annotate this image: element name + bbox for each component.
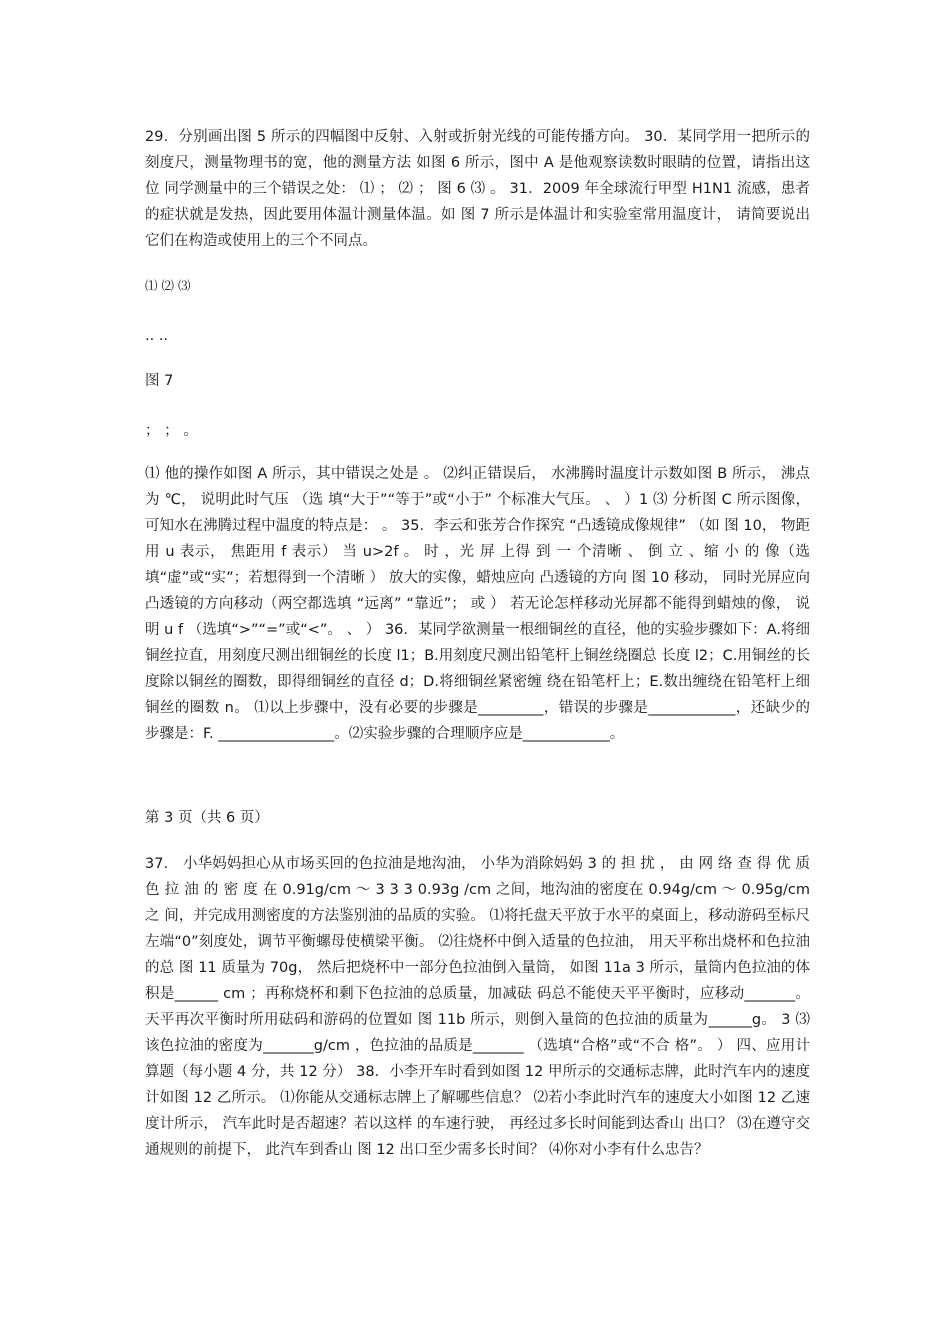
paragraph-q34-36: ⑴ 他的操作如图 A 所示，其中错误之处是 。 ⑵纠正错误后， 水沸腾时温度计示数如图 B 所示， 沸点为 ℃， 说明此时气压 （选 填“大于”“等于”或“小于” 个标准大气压。 、 ）1 ⑶ 分析图 C 所示图像，可知水在沸腾过程中温度的特点是： 。 35．李云和张芳合作探究 “凸透镜成像规律” （如 图 10， 物距用 u 表示， 焦距用 f 表示） 当 u>2f 。 时 ，光 屏 上得 到 一 个清晰 、 倒 立 、缩 小 的 像（选填“虚”或“实”；若想得到一个清晰 ） 放大的实像，蜡烛应向 凸透镜的方向 图 10 移动， 同时光屏应向 凸透镜的方向移动（两空都选填 “远离” “靠近”； 或 ） 若无论怎样移动光屏都不能得到蜡烛的像， 说明 u f （选填“>”“=”或“<”。 、 ） 36．某同学欲测量一根细铜丝的直径，他的实验步骤如下：A.将细铜丝拉直，用刻度尺测出细铜丝的长度 l1；B.用刻度尺测出铅笔杆上铜丝绕圈总 长度 l2；C.用铜丝的长度除以铜丝的圈数，即得细铜丝的直径 d；D.将细铜丝紧密缠 绕在铅笔杆上；E.数出缠绕在铅笔杆上细铜丝的圈数 n。 ⑴以上步骤中，没有必要的步骤是_________，错误的步骤是____________，还缺少的 步骤是：F. ________________。⑵实验步骤的合理顺序应是____________。: [145, 466, 810, 742]
page-number: 第 3 页（共 6 页）: [145, 810, 269, 826]
paragraph-dots: .. ..: [145, 328, 169, 344]
paragraph-q37-38: 37． 小华妈妈担心从市场买回的色拉油是地沟油， 小华为消除妈妈 3 的 担 扰 ， 由 网 络 查 得 优 质 色 拉 油 的 密 度 在 0.91g/cm ～ 3 3 3 0.93g /cm 之间，地沟油的密度在 0.94g/cm ～ 0.95g/cm 之 间，并完成用测密度的方法鉴别油的品质的实验。 ⑴将托盘天平放于水平的桌面上，移动游码至标尺左端“0”刻度处，调节平衡螺母使横梁平衡。 ⑵往烧杯中倒入适量的色拉油， 用天平称出烧杯和色拉油的总 图 11 质量为 70g， 然后把烧杯中一部分色拉油倒入量筒， 如图 11a 3 所示，量筒内色拉油的体积是______ cm ；再称烧杯和剩下色拉油的总质量，加减砝 码总不能使天平平衡时，应移动_______。天平再次平衡时所用砝码和游码的位置如 图 11b 所示，则倒入量筒的色拉油的质量为______g。 3 ⑶ 该色拉油的密度为_______g/cm ，色拉油的品质是_______ （选填“合格”或“不合 格”。 ） 四、应用计算题（每小题 4 分，共 12 分） 38．小李开车时看到如图 12 甲所示的交通标志牌，此时汽车内的速度计如图 12 乙所示。 ⑴你能从交通标志牌上了解哪些信息？ ⑵若小李此时汽车的速度大小如图 12 乙速 度计所示， 汽车此时是否超速？若以这样 的车速行驶， 再经过多长时间能到达香山 出口？ ⑶在遵守交通规则的前提下， 此汽车到香山 图 12 出口至少需多长时间？ ⑷你对小李有什么忠告？: [145, 856, 810, 1158]
paragraph-answer-markers: ⑴ ⑵ ⑶: [145, 278, 191, 293]
figure-caption-7: 图 7: [145, 373, 174, 389]
paragraph-q29-31: 29．分别画出图 5 所示的四幅图中反射、入射或折射光线的可能传播方向。 30．某同学用一把所示的刻度尺，测量物理书的宽，他的测量方法 如图 6 所示，图中 A 是他观察读数时眼睛的位置，请指出这位 同学测量中的三个错误之处： ⑴ ； ⑵ ； 图 6 ⑶ 。 31．2009 年全球流行甲型 H1N1 流感，患者的症状就是发热，因此要用体温计测量体温。如 图 7 所示是体温计和实验室常用温度计， 请简要说出它们在构造或使用上的三个不同点。: [145, 129, 810, 249]
paragraph-separators: ； ； 。: [145, 423, 198, 439]
